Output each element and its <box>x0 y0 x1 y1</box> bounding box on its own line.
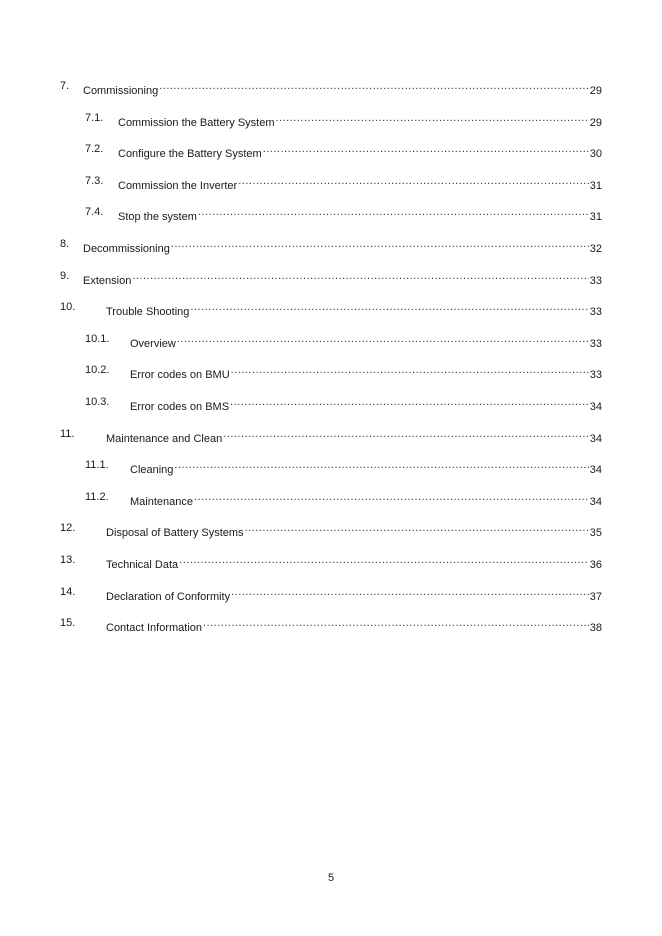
toc-entry[interactable] <box>0 141 662 160</box>
toc-entry-number: 10.3. <box>85 396 110 408</box>
toc-entry-line <box>130 489 602 510</box>
toc-entry[interactable] <box>0 362 662 381</box>
toc-entry-line <box>118 110 602 131</box>
toc-entry-line <box>130 331 602 352</box>
toc-entry-title[interactable]: Error codes on BMS <box>130 401 230 413</box>
toc-entry-title[interactable]: Overview <box>130 338 176 350</box>
toc-entry-line <box>106 584 602 605</box>
toc-entry-line <box>106 299 602 320</box>
toc-entry-title[interactable]: Configure the Battery System <box>118 148 262 160</box>
toc-entry-line <box>106 520 602 541</box>
toc-entry[interactable] <box>0 236 662 255</box>
toc-entry[interactable] <box>0 173 662 192</box>
toc-entry-page[interactable]: 38 <box>589 622 602 634</box>
toc-entry-title[interactable]: Declaration of Conformity <box>106 591 231 603</box>
toc-entry-number: 11. <box>60 428 75 440</box>
toc-entry-number: 10.1. <box>85 333 110 345</box>
toc-entry-line <box>130 394 602 415</box>
toc-entry-line <box>118 204 602 225</box>
toc-entry-line <box>106 552 602 573</box>
toc-entry-page[interactable]: 31 <box>589 211 602 223</box>
toc-entry-number: 9. <box>60 270 70 282</box>
toc-dot-leader <box>263 141 589 157</box>
toc-entry[interactable] <box>0 394 662 413</box>
toc-entry-page[interactable]: 34 <box>589 433 602 445</box>
toc-entry[interactable] <box>0 426 662 445</box>
toc-entry[interactable] <box>0 268 662 287</box>
toc-entry-title[interactable]: Technical Data <box>106 559 179 571</box>
toc-entry-title[interactable]: Commission the Inverter <box>118 180 238 192</box>
toc-entry-page[interactable]: 35 <box>589 527 602 539</box>
toc-entry-number: 10.2. <box>85 364 110 376</box>
toc-entry-page[interactable]: 34 <box>589 496 602 508</box>
toc-entry[interactable] <box>0 520 662 539</box>
toc-entry-title[interactable]: Decommissioning <box>83 243 170 255</box>
toc-entry-page[interactable]: 33 <box>589 369 602 381</box>
toc-entry-number: 12. <box>60 522 76 534</box>
toc-dot-leader <box>231 584 589 600</box>
toc-entry-number: 7.4. <box>85 206 104 218</box>
toc-dot-leader <box>203 615 589 631</box>
toc-entry-title[interactable]: Disposal of Battery Systems <box>106 527 244 539</box>
toc-entry-page[interactable]: 29 <box>589 117 602 129</box>
toc-entry-line <box>106 426 602 447</box>
toc-entry-title[interactable]: Cleaning <box>130 464 174 476</box>
toc-entry-line <box>118 141 602 162</box>
toc-entry-line <box>106 615 602 636</box>
toc-dot-leader <box>223 426 589 442</box>
toc-entry-number: 7.2. <box>85 143 104 155</box>
toc-entry-page[interactable]: 34 <box>589 464 602 476</box>
toc-entry-page[interactable]: 33 <box>589 338 602 350</box>
toc-dot-leader <box>194 489 589 505</box>
toc-entry[interactable] <box>0 552 662 571</box>
toc-dot-leader <box>230 394 589 410</box>
toc-entry-number: 7.3. <box>85 175 104 187</box>
toc-entry-page[interactable]: 30 <box>589 148 602 160</box>
toc-entry-page[interactable]: 32 <box>589 243 602 255</box>
page-number: 5 <box>327 872 335 884</box>
toc-entry-number: 14. <box>60 586 76 598</box>
toc-entry-number: 7.1. <box>85 112 104 124</box>
toc-dot-leader <box>179 552 589 568</box>
toc-dot-leader <box>231 362 589 378</box>
toc-dot-leader <box>177 331 589 347</box>
toc-entry-title[interactable]: Trouble Shooting <box>106 306 190 318</box>
toc-entry-line <box>130 457 602 478</box>
toc-entry-title[interactable]: Commission the Battery System <box>118 117 275 129</box>
toc-entry-line <box>118 173 602 194</box>
toc-entry-line <box>83 78 602 99</box>
toc-dot-leader <box>159 78 589 94</box>
toc-dot-leader <box>198 204 589 220</box>
toc-entry[interactable] <box>0 584 662 603</box>
toc-entry[interactable] <box>0 489 662 508</box>
toc-entry-page[interactable]: 36 <box>589 559 602 571</box>
toc-entry[interactable] <box>0 204 662 223</box>
toc-entry-number: 11.2. <box>85 491 109 503</box>
toc-entry-title[interactable]: Maintenance and Clean <box>106 433 223 445</box>
toc-entry-number: 7. <box>60 80 70 92</box>
toc-entry-title[interactable]: Stop the system <box>118 211 197 223</box>
toc-dot-leader <box>276 110 589 126</box>
toc-dot-leader <box>171 236 589 252</box>
toc-entry-number: 11.1. <box>85 459 109 471</box>
toc-entry-number: 8. <box>60 238 70 250</box>
toc-entry-page[interactable]: 33 <box>589 275 602 287</box>
toc-dot-leader <box>238 173 589 189</box>
toc-entry-line <box>83 268 602 289</box>
toc-entry-page[interactable]: 31 <box>589 180 602 192</box>
toc-entry[interactable] <box>0 615 662 634</box>
toc-entry-page[interactable]: 37 <box>589 591 602 603</box>
toc-entry[interactable] <box>0 457 662 476</box>
toc-entry-title[interactable]: Contact Information <box>106 622 202 634</box>
toc-entry-page[interactable]: 34 <box>589 401 602 413</box>
toc-entry-number: 15. <box>60 617 76 629</box>
toc-entry-title[interactable]: Commissioning <box>83 85 159 97</box>
toc-entry-number: 13. <box>60 554 76 566</box>
toc-entry-number: 10. <box>60 301 76 313</box>
toc-dot-leader <box>174 457 588 473</box>
toc-entry[interactable] <box>0 331 662 350</box>
toc-dot-leader <box>190 299 588 315</box>
toc-entry-page[interactable]: 33 <box>589 306 602 318</box>
toc-entry-page[interactable]: 29 <box>589 85 602 97</box>
toc-entry-line <box>83 236 602 257</box>
toc-entry[interactable] <box>0 78 662 97</box>
toc-entry[interactable] <box>0 110 662 129</box>
toc-entry-line <box>130 362 602 383</box>
toc-entry-title[interactable]: Extension <box>83 275 132 287</box>
toc-dot-leader <box>245 520 589 536</box>
toc-entry[interactable] <box>0 299 662 318</box>
toc-dot-leader <box>132 268 588 284</box>
toc-entry-title[interactable]: Maintenance <box>130 496 193 508</box>
toc-entry-title[interactable]: Error codes on BMU <box>130 369 230 381</box>
